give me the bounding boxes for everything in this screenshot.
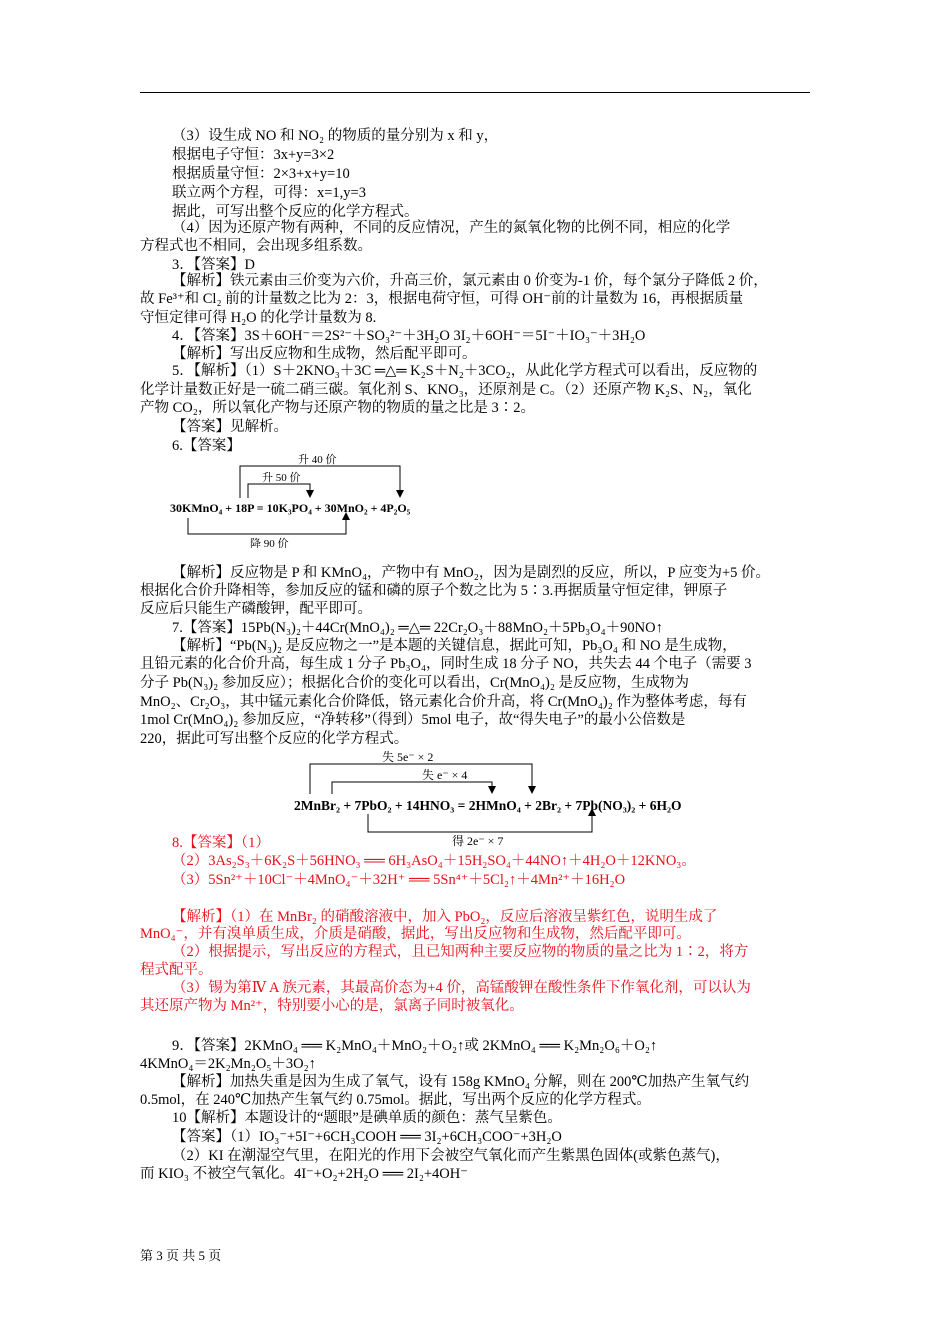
text-line: 故 Fe³⁺和 Cl₂ 前的计量数之比为 2：3，根据电荷守恒，可得 OH⁻前的计量数为 16，再根据质量 xyxy=(140,291,744,307)
label-gain2: 得 2e⁻ × 7 xyxy=(452,834,504,848)
text-line: 化学计量数正好是一硫二硝三碳。氧化剂 S、KNO₃，还原剂是 C。（2）还原产物 K₂S、N₂，氧化 xyxy=(140,382,752,398)
text-line: （2）3As₂S₃＋6K₂S＋56HNO₃ ══ 6H₃AsO₄＋15H₂SO₄＋44NO↑＋4H₂O＋12KNO₃。 xyxy=(172,853,696,869)
text-line: 【答案】见解析。 xyxy=(172,419,288,435)
text-line: 产物 CO₂，所以氧化产物与还原产物的物质的量之比是 3∶2。 xyxy=(140,400,535,416)
equation-kmno4-p: 30KMnO₄ + 18P = 10K₃PO₄ + 30MnO₂ + 4P₂O₅ xyxy=(170,501,411,515)
text-line: （3）锡为第Ⅳ A 族元素，其最高价态为+4 价，高锰酸钾在酸性条件下作氧化剂，可以认为 xyxy=(172,980,751,996)
text-line: 分子 Pb(N₃)₂ 参加反应）；根据化合价的变化可以看出，Cr(MnO₄)₂ 是反应物，生成物为 xyxy=(140,675,690,691)
text-line: 【解析】“Pb(N₃)₂ 是反应物之一”是本题的关键信息，据此可知，Pb₃O₄ 和 NO 是生成物， xyxy=(172,638,737,654)
text-line: （3）设生成 NO 和 NO₂ 的物质的量分别为 x 和 y， xyxy=(172,128,499,144)
text-line: 【解析】写出反应物和生成物，然后配平即可。 xyxy=(172,346,477,362)
text-line: （2）KI 在潮湿空气里，在阳光的作用下会被空气氧化而产生紫黑色固体(或紫色蒸气)， xyxy=(172,1148,730,1164)
label-lose5: 失 5e⁻ × 2 xyxy=(382,750,434,764)
text-line: 根据化合价升降相等，参加反应的锰和磷的原子个数之比为 5∶3.再据质量守恒定律，钾原子 xyxy=(140,583,728,599)
text-line: 据此，可写出整个反应的化学方程式。 xyxy=(172,204,419,220)
header-rule xyxy=(140,92,810,93)
label-up50: 升 50 价 xyxy=(262,472,301,484)
text-line: 5．【解析】（1）S＋2KNO₃＋3C ═△═ K₂S＋N₂＋3CO₂，从此化学方程式可以看出，反应物的 xyxy=(172,363,758,379)
text-line: 且铅元素的化合价升高，每生成 1 分子 Pb₃O₄，同时生成 18 分子 NO，共失去 44 个电子（需要 3 xyxy=(140,656,752,672)
text-line: 【解析】铁元素由三价变为六价，升高三价，氯元素由 0 价变为-1 价，每个氯分子降低 2 价， xyxy=(172,273,768,289)
text-line: 程式配平。 xyxy=(140,962,213,978)
label-down90: 降 90 价 xyxy=(250,538,289,548)
text-line: 【答案】（1）IO₃⁻+5I⁻+6CH₃COOH ══ 3I₂+6CH₃COO⁻+3H₂O xyxy=(172,1129,562,1145)
text-line: 8.【答案】（1） xyxy=(172,835,270,851)
text-line: 4KMnO₄＝2K₂Mn₂O₅＋3O₂↑ xyxy=(140,1056,316,1072)
redox-diagram-kmno4-p xyxy=(168,452,458,548)
label-up40: 升 40 价 xyxy=(298,454,337,466)
text-line: 【解析】加热失重是因为生成了氧气，设有 158g KMnO₄ 分解，则在 200℃加热产生氧气约 xyxy=(172,1074,750,1090)
text-line: 9．【答案】2KMnO₄ ══ K₂MnO₄＋MnO₂＋O₂↑或 2KMnO₄ ══ K₂Mn₂O₆＋O₂↑ xyxy=(172,1038,658,1054)
text-line: （3）5Sn²⁺＋10Cl⁻＋4MnO₄⁻＋32H⁺ ══ 5Sn⁴⁺＋5Cl₂↑＋4Mn²⁺＋16H₂O xyxy=(172,872,626,888)
text-line: 而 KIO₃ 不被空气氧化。4I⁻+O₂+2H₂O ══ 2I₂+4OH⁻ xyxy=(140,1166,468,1182)
text-line: （4）因为还原产物有两种，不同的反应情况，产生的氮氧化物的比例不同，相应的化学 xyxy=(172,220,731,236)
text-line: MnO₂、Cr₂O₃，其中锰元素化合价降低，铬元素化合价升高，将 Cr(MnO₄)₂ 作为整体考虑，每有 xyxy=(140,694,747,710)
text-line: 0.5mol，在 240℃加热产生氧气约 0.75mol。据此，写出两个反应的化学方程式。 xyxy=(140,1092,651,1108)
page-footer: 第 3 页 共 5 页 xyxy=(140,1248,222,1263)
text-line: 7.【答案】15Pb(N₃)₂＋44Cr(MnO₄)₂ ═△═ 22Cr₂O₃＋88MnO₂＋5Pb₃O₄＋90NO↑ xyxy=(172,620,663,636)
text-line: 根据质量守恒：2×3+x+y=10 xyxy=(172,166,350,182)
text-line: 方程式也不相同，会出现多组系数。 xyxy=(140,238,372,254)
redox-diagram-mnbr2-pbo2 xyxy=(292,748,712,848)
label-lose1: 失 e⁻ × 4 xyxy=(422,768,468,782)
text-line: 其还原产物为 Mn²⁺，特别要小心的是，氯离子同时被氧化。 xyxy=(140,998,524,1014)
text-line: 联立两个方程，可得：x=1,y=3 xyxy=(172,185,366,201)
text-line: 根据电子守恒：3x+y=3×2 xyxy=(172,147,335,163)
equation-mnbr2-pbo2: 2MnBr₂ + 7PbO₂ + 14HNO₃ = 2HMnO₄ + 2Br₂ + 7Pb(NO₃)₂ + 6H₂O xyxy=(294,798,682,813)
text-line: 【解析】（1）在 MnBr₂ 的硝酸溶液中，加入 PbO₂，反应后溶液呈紫红色，说明生成了 xyxy=(172,909,718,925)
text-line: 1mol Cr(MnO₄)₂ 参加反应，“净转移”（得到）5mol 电子，故“得失电子”的最小公倍数是 xyxy=(140,712,686,728)
text-line: 10【解析】本题设计的“题眼”是碘单质的颜色：蒸气呈紫色。 xyxy=(172,1110,562,1126)
text-line: 4．【答案】3S＋6OH⁻＝2S²⁻＋SO₃²⁻＋3H₂O 3I₂＋6OH⁻＝5I⁻＋IO₃⁻＋3H₂O xyxy=(172,328,646,344)
text-line: 3．【答案】D xyxy=(172,257,255,273)
text-line: MnO₄⁻，并有溴单质生成，介质是硝酸，据此，写出反应物和生成物，然后配平即可。 xyxy=(140,926,691,942)
text-line: 反应后只能生产磷酸钾，配平即可。 xyxy=(140,601,372,617)
text-line: 220，据此可写出整个反应的化学方程式。 xyxy=(140,731,409,747)
text-line: 6.【答案】 xyxy=(172,438,241,454)
text-line: 守恒定律可得 H₂O 的化学计量数为 8. xyxy=(140,310,377,326)
text-line: （2）根据提示，写出反应的方程式，且已知两种主要反应物的物质的量之比为 1∶2，将方 xyxy=(172,944,749,960)
text-line: 【解析】反应物是 P 和 KMnO₄，产物中有 MnO₂，因为是剧烈的反应，所以，P 应变为+5 价。 xyxy=(172,565,771,581)
